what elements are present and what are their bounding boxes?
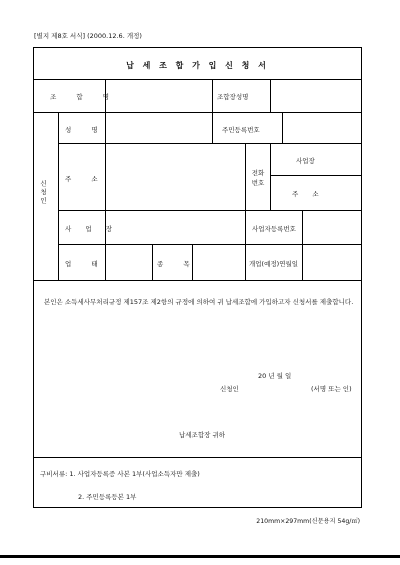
start-date-col: [302, 244, 303, 280]
business-place-label: 사 업 장: [65, 225, 118, 233]
attachment-2: 2. 주민등록등본 1부: [78, 493, 137, 501]
signature-note: (서명 또는 인): [311, 385, 352, 393]
applicant-group-label: 신청인: [39, 180, 47, 206]
union-head-col: [270, 79, 271, 112]
phone-label: 전화번호: [251, 169, 265, 187]
union-row-divider: [34, 112, 361, 113]
name-label: 성 명: [65, 126, 107, 134]
form-title: 납 세 조 합 가 입 신 청 서: [126, 61, 269, 70]
business-reg-label: 사업자등록번호: [252, 225, 296, 233]
start-date-label: 개업(예정)연월일: [249, 260, 299, 268]
phone-business-label: 사업장: [296, 157, 315, 165]
union-value-col: [212, 79, 213, 112]
name-value-col: [212, 112, 213, 143]
address-row-divider: [58, 210, 361, 211]
name-row-divider: [58, 143, 361, 144]
attachments-divider: [34, 457, 361, 458]
form-number-caption: [별지 제8호 서식] (2000.12.6. 개정): [34, 32, 142, 40]
applicant-section-divider: [34, 280, 361, 281]
address-value-col: [245, 143, 246, 210]
type-value-col: [152, 244, 153, 280]
date-line: 20 년 월 일: [258, 372, 292, 380]
union-head-label: 조합장성명: [217, 93, 249, 101]
field-label-col: [105, 112, 106, 280]
applicant-group-col: [58, 112, 59, 280]
title-divider: [34, 79, 361, 80]
phone-divider: [270, 175, 361, 176]
resident-id-label: 주민등록번호: [222, 126, 260, 134]
union-name-label: 조 합 명: [50, 93, 118, 101]
declaration-text: 본인은 소득세사무처리규정 제157조 제2항의 규정에 의하여 귀 납세조합에 가입하고자 신청서를 제출합니다.: [44, 298, 354, 306]
business-type-label: 업 태: [65, 260, 107, 268]
resident-id-col: [282, 112, 283, 143]
applicant-line: 신청인: [220, 385, 239, 393]
paper-spec: 210mm×297mm(신문용지 54g/㎡): [256, 518, 360, 525]
attachment-1: 구비서류: 1. 사업자등록증 사본 1부(사업소득자만 제출): [40, 470, 200, 478]
item-label: 종 목: [157, 260, 199, 268]
addressee: 납세조합장 귀하: [179, 431, 226, 439]
business-value-col: [245, 210, 246, 244]
business-reg-col: [302, 210, 303, 244]
address-label: 주 소: [65, 175, 107, 183]
phone-home-label: 주 소: [292, 190, 325, 198]
item-value-col: [245, 244, 246, 280]
application-form: [33, 47, 362, 508]
page-bottom-rule: [0, 555, 400, 558]
phone-label-col: [270, 143, 271, 210]
business-row-divider: [58, 244, 361, 245]
